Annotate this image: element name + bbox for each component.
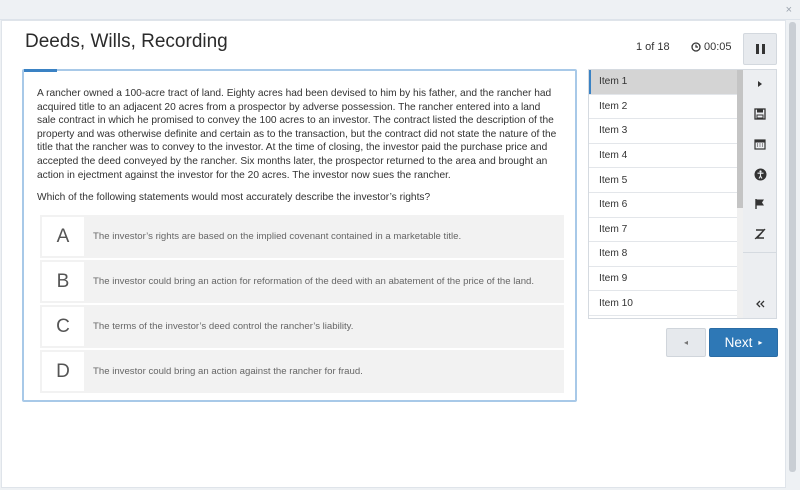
- window-scrollbar[interactable]: [786, 20, 799, 490]
- answer-choice-d[interactable]: [40, 350, 564, 393]
- calendar-button[interactable]: [743, 132, 777, 156]
- question-panel: [22, 69, 577, 402]
- choice-letter: B: [42, 262, 84, 301]
- next-arrow-icon: ▸: [758, 338, 763, 347]
- collapse-double-chevron-icon: [755, 300, 765, 308]
- choice-letter: D: [42, 352, 84, 391]
- expand-arrow-icon: [756, 80, 764, 88]
- answer-choice-b[interactable]: [40, 260, 564, 303]
- accessibility-icon: [754, 168, 767, 181]
- choice-text: The investor could bring an action for reformation of the deed with an abatement of the price of the land.: [93, 275, 535, 287]
- page-title: Deeds, Wills, Recording: [25, 31, 228, 52]
- pause-button[interactable]: [743, 33, 777, 65]
- pause-icon-bar: [762, 44, 765, 54]
- item-list-item[interactable]: Item 2: [589, 95, 738, 120]
- next-label: Next: [724, 335, 753, 350]
- previous-button[interactable]: [666, 328, 706, 357]
- item-list-item[interactable]: Item 5: [589, 168, 738, 193]
- choice-text: The terms of the investor’s deed control the rancher’s liability.: [93, 320, 354, 332]
- side-toolbar: [743, 69, 777, 319]
- strikethrough-icon: [754, 228, 766, 240]
- item-list-item[interactable]: Item 3: [589, 119, 738, 144]
- question-prompt: Which of the following statements would most accurately describe the investor’s rights?: [37, 192, 431, 203]
- item-list-item[interactable]: Item 8: [589, 242, 738, 267]
- window-close-button[interactable]: ×: [785, 4, 792, 16]
- clock-icon: [691, 42, 701, 52]
- window-titlebar: [0, 0, 800, 20]
- save-button[interactable]: [743, 102, 777, 126]
- timer: [691, 41, 732, 53]
- answer-choice-c[interactable]: [40, 305, 564, 348]
- flag-button[interactable]: [743, 192, 777, 216]
- pause-icon: [756, 44, 759, 54]
- calendar-icon: [754, 138, 766, 150]
- item-list-item[interactable]: Item 6: [589, 193, 738, 218]
- save-icon: [754, 108, 766, 120]
- answer-choices: [40, 215, 564, 395]
- item-list-item[interactable]: Item 10: [589, 291, 738, 316]
- exam-app: [1, 20, 786, 488]
- item-list-item[interactable]: Item 1: [589, 70, 738, 95]
- timer-value: 00:05: [704, 41, 732, 53]
- window-scroll-thumb[interactable]: [789, 22, 796, 472]
- collapse-button[interactable]: [743, 292, 777, 316]
- next-button[interactable]: [709, 328, 778, 357]
- item-list-item[interactable]: Item 9: [589, 267, 738, 292]
- choice-text: The investor’s rights are based on the implied covenant contained in a marketable title.: [93, 230, 462, 242]
- panel-accent: [24, 69, 57, 72]
- choice-text: The investor could bring an action against the rancher for fraud.: [93, 365, 363, 377]
- flag-icon: [754, 198, 766, 210]
- choice-letter: C: [42, 307, 84, 346]
- previous-arrow-icon: ◂: [683, 338, 688, 347]
- question-counter: 1 of 18: [636, 41, 670, 53]
- toolbar-divider: [743, 252, 777, 253]
- answer-choice-a[interactable]: [40, 215, 564, 258]
- choice-letter: A: [42, 217, 84, 256]
- accessibility-button[interactable]: [743, 162, 777, 186]
- item-list-item[interactable]: Item 7: [589, 218, 738, 243]
- item-list-item[interactable]: Item 4: [589, 144, 738, 169]
- item-navigator: [588, 69, 738, 319]
- expand-button[interactable]: [743, 72, 777, 96]
- strikethrough-button[interactable]: [743, 222, 777, 246]
- question-stem: A rancher owned a 100-acre tract of land. Eighty acres had been devised to him by his father, and the rancher had acquired title to an adjacent 20 acres from a prospector by adverse possession. The rancher entered into a land sale contract in which he promised to convey the 100 acres to an investor. The contract listed the description of the property and was otherwise definite and certain as to the transaction, but the contract did not state the nature of the title that the rancher was to convey to the investor. At the time of closing, the investor paid the purchase price and accepted the deed conveyed by the rancher. Six months later, the prospector returned to the area and brought an action in ejectment against the investor for the 20 acres. The investor now sues the rancher.: [37, 88, 557, 181]
